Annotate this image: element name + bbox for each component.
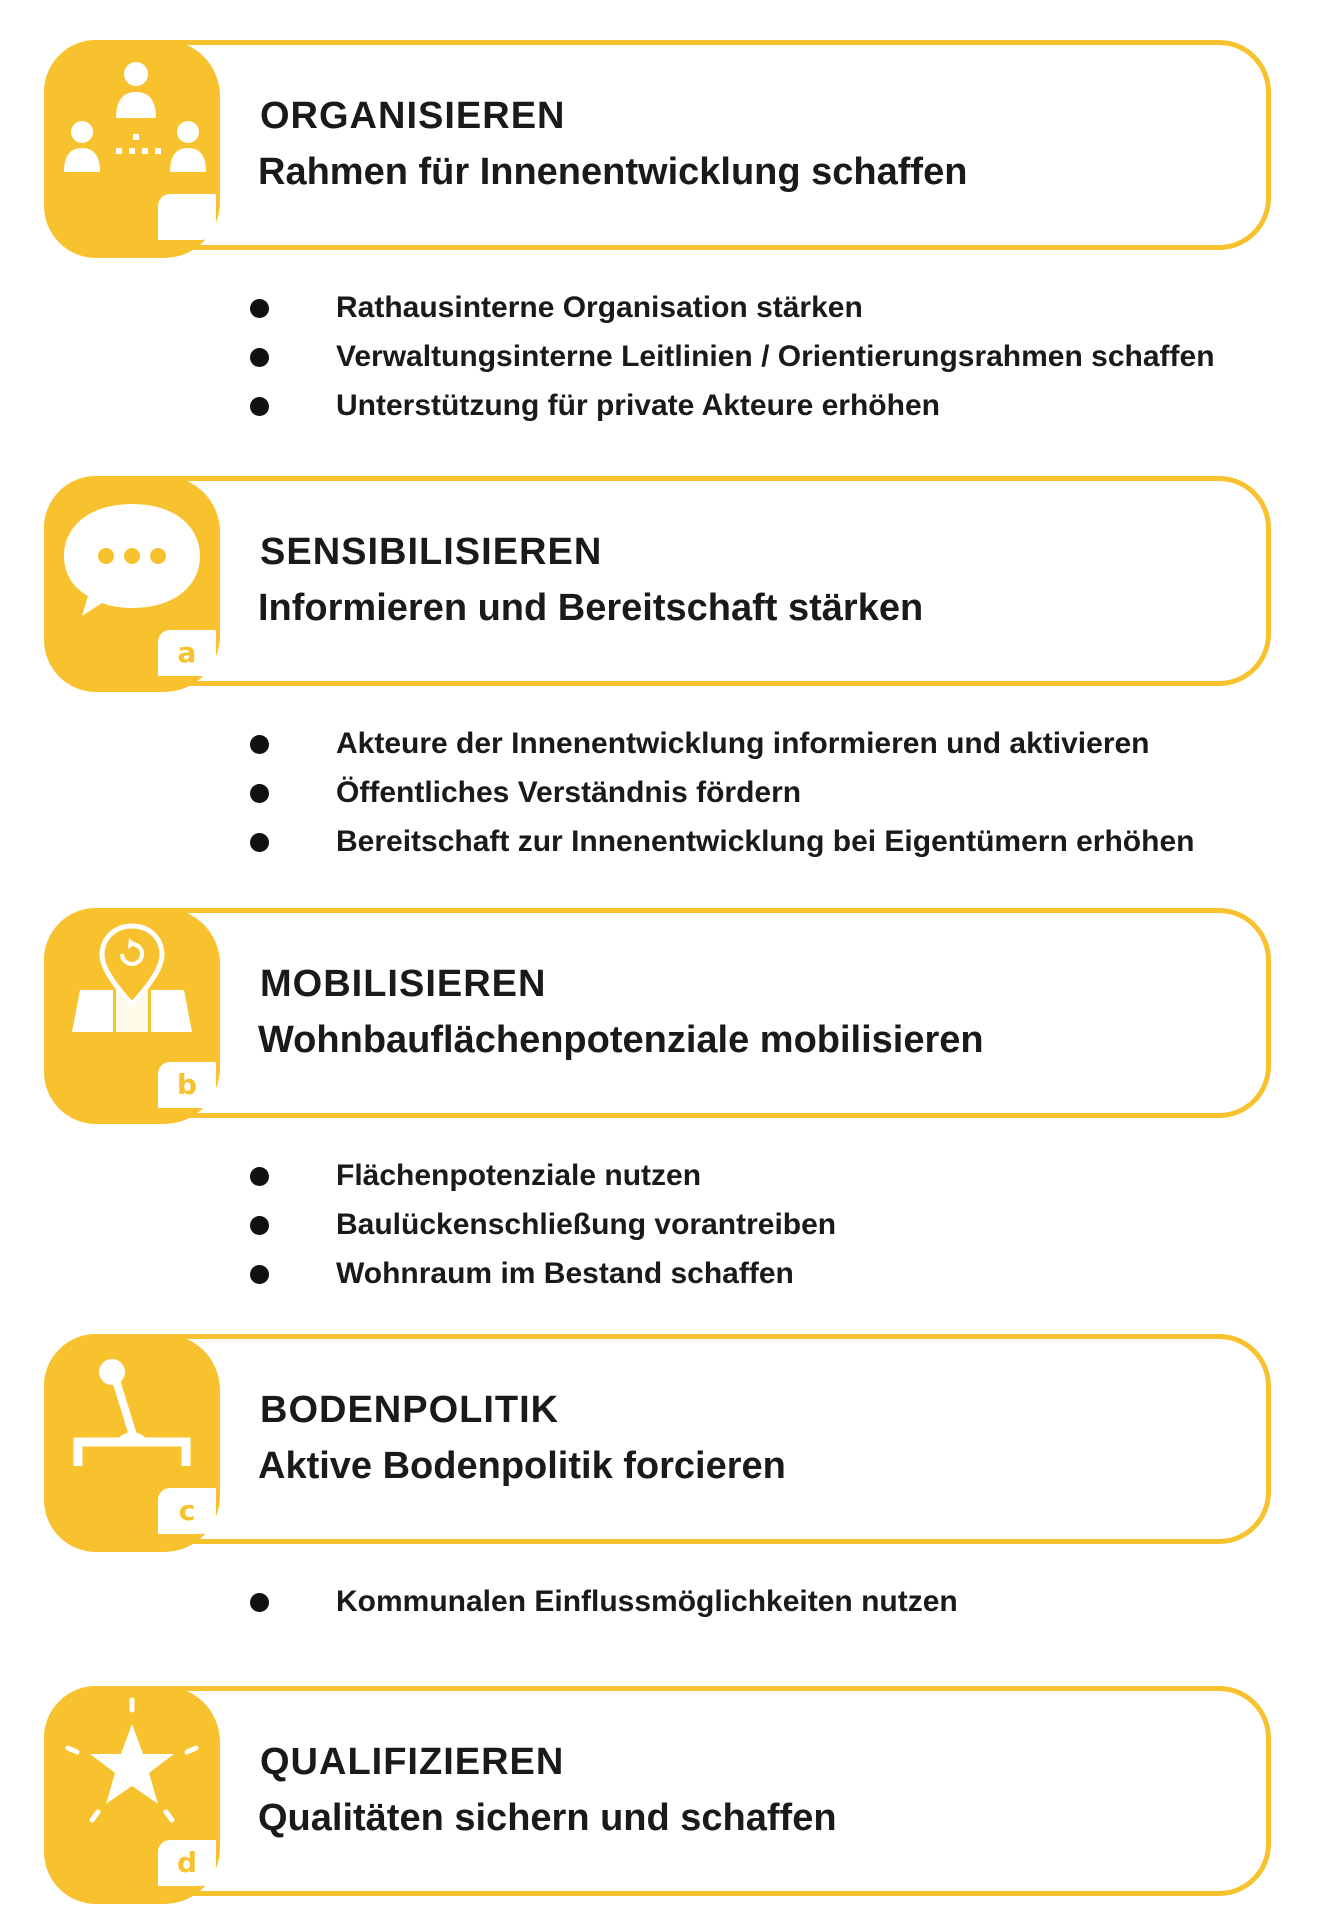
section-letter-tab: a	[158, 630, 216, 676]
icon-panel	[44, 476, 220, 692]
bullet-dot	[250, 1167, 269, 1186]
icon-panel	[44, 908, 220, 1124]
bullet-dot	[250, 1216, 269, 1235]
icon-panel	[44, 1334, 220, 1552]
card-frame	[44, 1686, 1271, 1896]
section-letter-tab: b	[158, 1062, 216, 1108]
section-subheading: Rahmen für Innenentwicklung schaffen	[258, 151, 968, 193]
section-subheading: Aktive Bodenpolitik forcieren	[258, 1445, 786, 1487]
bullet-text: Bereitschaft zur Innenentwicklung bei Eigentümern erhöhen	[336, 825, 1195, 858]
list-item	[0, 1205, 1323, 1254]
bullet-text: Verwaltungsinterne Leitlinien / Orientierungsrahmen schaffen	[336, 340, 1215, 373]
bullet-dot	[250, 735, 269, 754]
bullet-text: Baulückenschließung vorantreiben	[336, 1208, 837, 1241]
bullet-list	[0, 724, 1323, 871]
bullet-text: Unterstützung für private Akteure erhöhen	[336, 389, 940, 422]
bullet-list	[0, 288, 1323, 435]
section-subheading: Wohnbauflächenpotenziale mobilisieren	[258, 1019, 984, 1061]
bullet-dot	[250, 1593, 269, 1612]
section-subheading: Informieren und Bereitschaft stärken	[258, 587, 924, 629]
list-item	[0, 1156, 1323, 1205]
icon-panel	[44, 1686, 220, 1904]
bullet-list	[0, 1156, 1323, 1303]
section-heading: BODENPOLITIK	[260, 1389, 560, 1431]
bullet-text: Rathausinterne Organisation stärken	[336, 291, 863, 324]
section-subheading: Qualitäten sichern und schaffen	[258, 1797, 837, 1839]
bullet-dot	[250, 397, 269, 416]
section-letter-tab: d	[158, 1840, 216, 1886]
list-item	[0, 773, 1323, 822]
bullet-text: Flächenpotenziale nutzen	[336, 1159, 702, 1192]
bullet-text: Öffentliches Verständnis fördern	[336, 776, 802, 809]
bullet-text: Kommunalen Einflussmöglichkeiten nutzen	[336, 1585, 958, 1618]
list-item	[0, 1582, 1323, 1631]
card-frame	[44, 908, 1271, 1118]
section-letter-tab	[158, 194, 216, 240]
bullet-dot	[250, 1265, 269, 1284]
bullet-text: Akteure der Innenentwicklung informieren und aktivieren	[336, 727, 1150, 760]
section-heading: MOBILISIEREN	[260, 963, 547, 1005]
card-frame	[44, 40, 1271, 250]
bullet-dot	[250, 299, 269, 318]
section-heading: SENSIBILISIEREN	[260, 531, 603, 573]
section-heading: ORGANISIEREN	[260, 95, 566, 137]
card-frame	[44, 1334, 1271, 1544]
list-item	[0, 724, 1323, 773]
bullet-list	[0, 1582, 1323, 1631]
list-item	[0, 386, 1323, 435]
section-heading: QUALIFIZIEREN	[260, 1741, 565, 1783]
list-item	[0, 1254, 1323, 1303]
bullet-dot	[250, 784, 269, 803]
section-letter-tab: c	[158, 1488, 216, 1534]
bullet-dot	[250, 348, 269, 367]
card-frame	[44, 476, 1271, 686]
bullet-text: Wohnraum im Bestand schaffen	[336, 1257, 794, 1290]
list-item	[0, 822, 1323, 871]
list-item	[0, 337, 1323, 386]
list-item	[0, 288, 1323, 337]
bullet-dot	[250, 833, 269, 852]
icon-panel	[44, 40, 220, 258]
